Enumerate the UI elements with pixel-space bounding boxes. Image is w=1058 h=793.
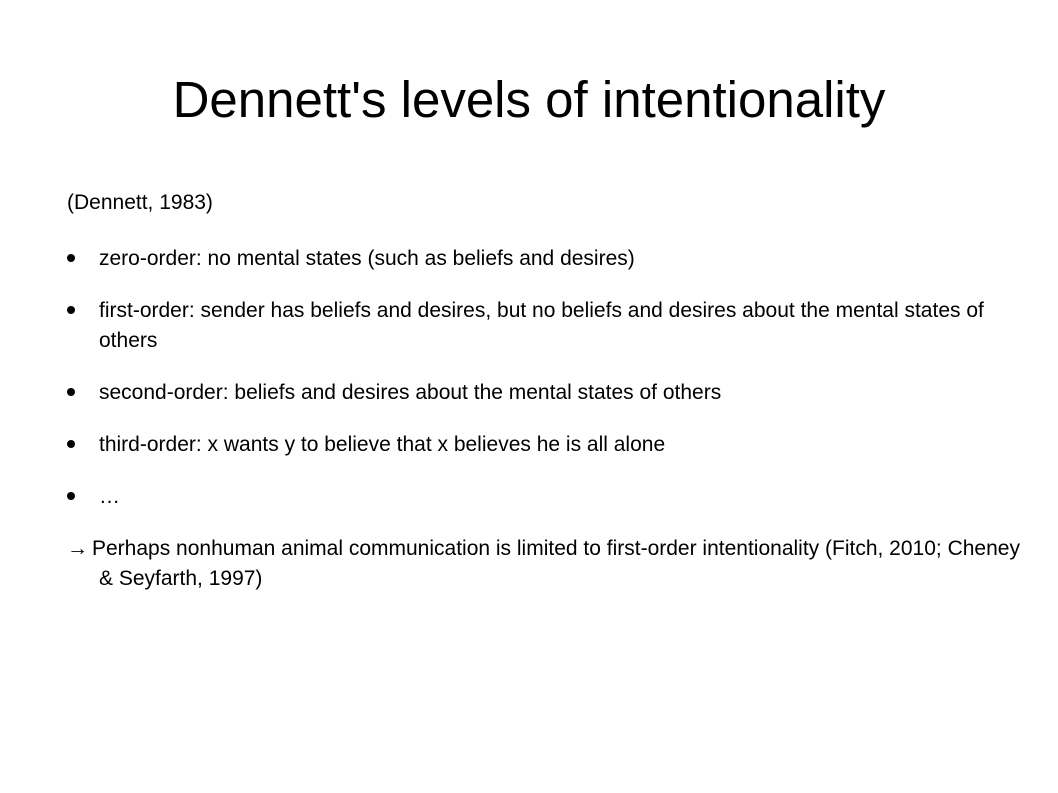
bullet-text: zero-order: no mental states (such as beliefs and desires) [99,247,635,270]
slide-body [67,188,1027,594]
conclusion-paragraph [67,534,1027,594]
bullet-dot-icon [67,254,75,262]
bullet-item-third-order [67,430,1027,460]
bullet-dot-icon [67,492,75,500]
citation-text: (Dennett, 1983) [67,191,213,214]
bullet-dot-icon [67,440,75,448]
slide-title: Dennett's levels of intentionality [172,71,886,128]
bullet-text: first-order: sender has beliefs and desires, but no beliefs and desires about the mental states of others [99,299,984,352]
bullet-dot-icon [67,306,75,314]
bullet-text: second-order: beliefs and desires about the mental states of others [99,381,722,404]
bullet-item-ellipsis [67,482,1027,512]
bullet-text: third-order: x wants y to believe that x believes he is all alone [99,433,666,456]
right-arrow-icon: → [67,537,88,560]
conclusion-text: Perhaps nonhuman animal communication is limited to first-order intentionality (Fitch, 2010; Cheney & Seyfarth, 1997) [92,537,1020,590]
bullet-item-second-order [67,378,1027,408]
bullet-item-zero-order [67,244,1027,274]
bullet-dot-icon [67,388,75,396]
bullet-text: … [99,485,120,508]
bullet-item-first-order [67,296,1027,356]
